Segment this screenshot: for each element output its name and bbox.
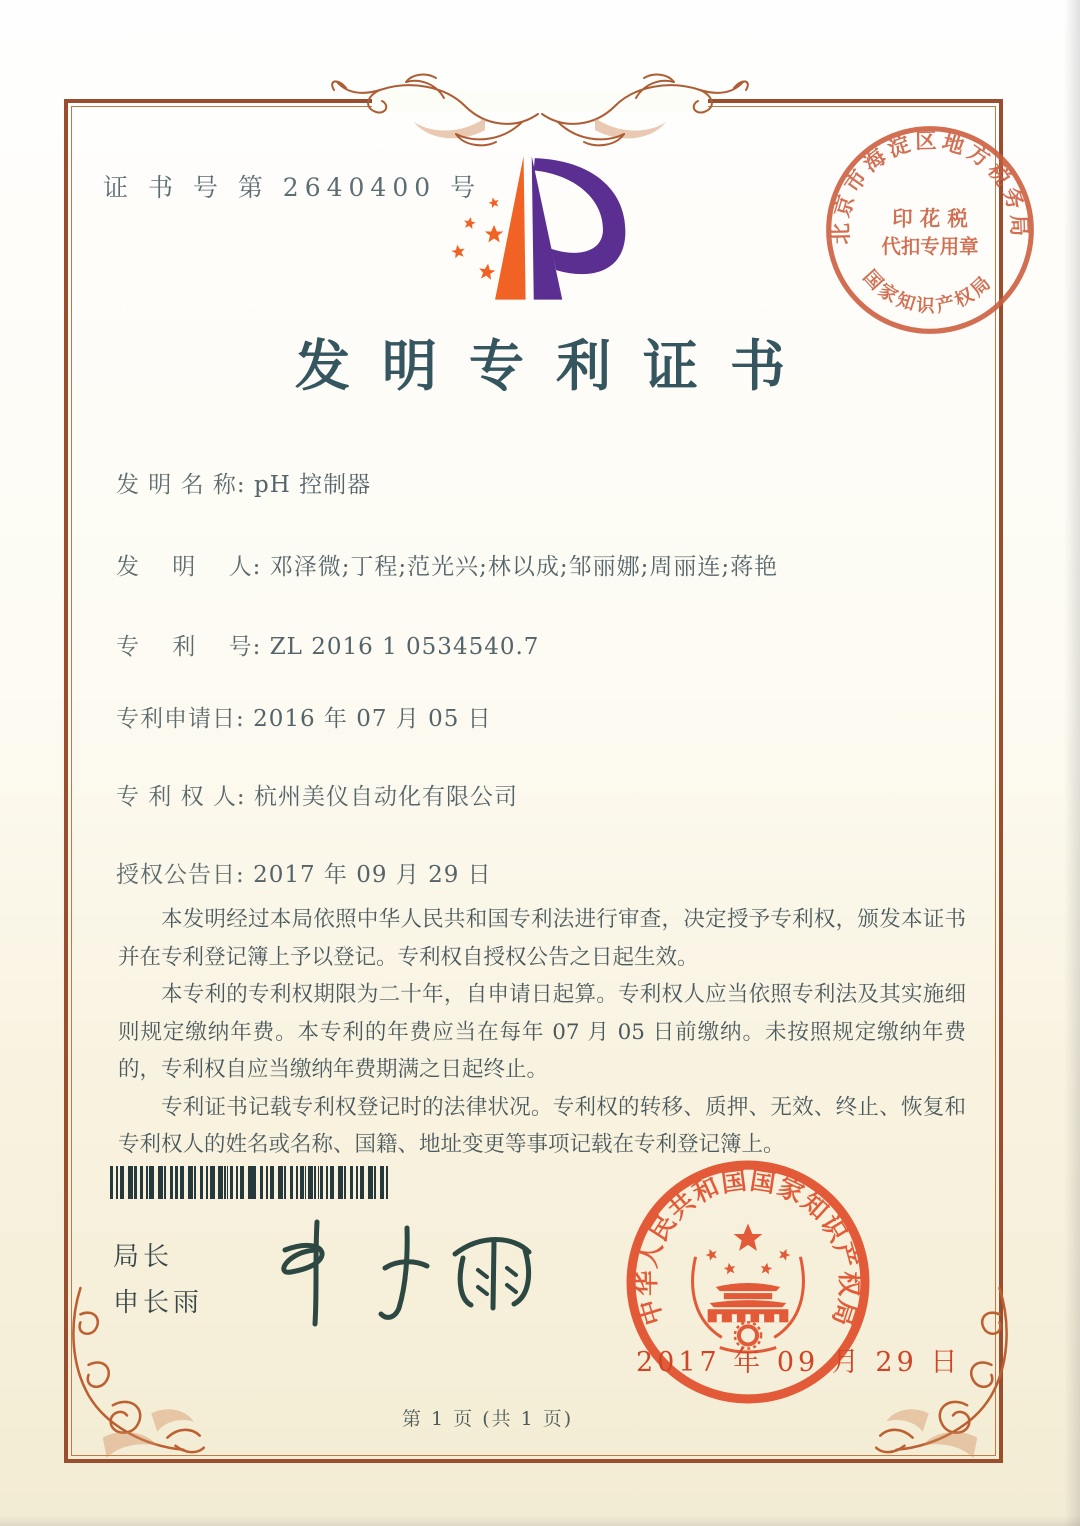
stamp-duty-withholding-seal-icon — [820, 120, 1040, 340]
scan-bottom-shadow — [0, 1516, 1080, 1526]
legal-paragraph-3: 专利证书记载专利权登记时的法律状况。专利权的转移、质押、无效、终止、恢复和专利权人的姓名或名称、国籍、地址变更等事项记载在专利登记簿上。 — [118, 1094, 966, 1157]
field-label: 授权公告日: — [116, 862, 254, 888]
issuer-title-label: 局长 — [113, 1242, 174, 1272]
field-value: 邓泽微;丁程;范光兴;林以成;邹丽娜;周丽连;蒋艳 — [269, 554, 779, 580]
field-label: 专 利 号: — [116, 634, 270, 660]
field-value: pH 控制器 — [254, 472, 372, 498]
page-number-footer: 第 1 页 (共 1 页) — [402, 1408, 574, 1430]
issuer-name-label: 申长雨 — [113, 1288, 204, 1318]
field-label: 专 利 权 人: — [116, 784, 254, 810]
tax-stamp-center-line1: 印 花 税 — [892, 206, 968, 231]
seal-ring-text: 中华人民共和国国家知识产权局 — [631, 1164, 866, 1332]
legal-paragraph-2: 本专利的专利权期限为二十年，自申请日起算。专利权人应当依照专利法及其实施细则规定缴纳年费。本专利的年费应当在每年 07 月 05 日前缴纳。未按照规定缴纳年费的，专利权自应当缴纳年费期满之日起终止。 — [118, 982, 966, 1082]
legal-paragraph-1: 本发明经过本局依照中华人民共和国专利法进行审查，决定授予专利权，颁发本证书并在专利登记簿上予以登记。专利权自授权公告之日起生效。 — [118, 907, 966, 970]
certificate-title: 发明专利证书 — [294, 333, 817, 398]
field-value: ZL 2016 1 0534540.7 — [269, 634, 540, 660]
field-label: 发 明 人: — [116, 554, 270, 580]
field-label: 专利申请日: — [116, 706, 254, 732]
tax-stamp-center-line2: 代扣专用章 — [881, 235, 979, 259]
field-grant-date — [116, 856, 492, 889]
field-invention-name — [116, 466, 371, 499]
field-filing-date — [116, 700, 492, 733]
patent-office-p-logo-icon — [436, 150, 660, 318]
seal-date: 2017 年 09 月 29 日 — [636, 1347, 962, 1378]
scan-edge-shadow — [1064, 0, 1080, 1526]
legal-text-block — [118, 901, 966, 1164]
certificate-number: 证 书 号 第 2640400 号 — [103, 173, 482, 202]
certificate-barcode-icon — [110, 1166, 390, 1199]
field-patentee — [116, 778, 518, 811]
tax-stamp-arc-top-text: 北京市海淀区地方税务局 — [828, 128, 1032, 245]
national-emblem-icon — [693, 1224, 804, 1353]
field-value: 2016 年 07 月 05 日 — [253, 706, 492, 732]
svg-text:国家知识产权局 — [859, 266, 997, 317]
director-signature-icon — [252, 1208, 562, 1338]
field-value: 2017 年 09 月 29 日 — [253, 862, 492, 888]
field-label: 发 明 名 称: — [116, 472, 254, 498]
field-inventors — [116, 548, 778, 581]
field-patent-number — [116, 628, 539, 661]
tax-stamp-arc-bottom-text: 国家知识产权局 — [858, 266, 998, 318]
frame-scroll-ornament-icon — [330, 48, 750, 152]
field-value: 杭州美仪自动化有限公司 — [254, 784, 518, 810]
